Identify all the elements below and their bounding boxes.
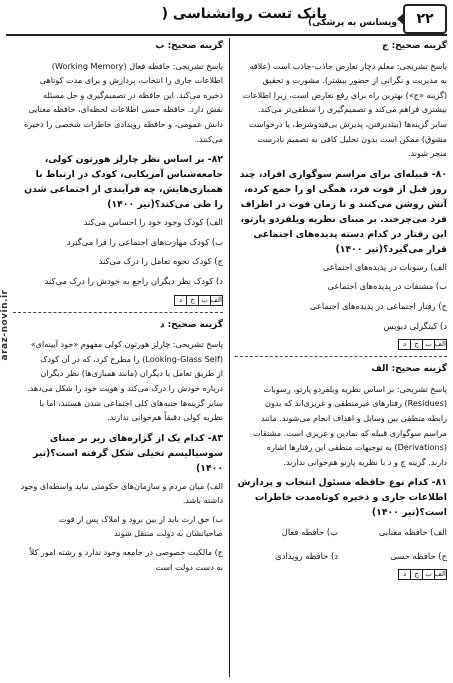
question-line: ۸۰- قبیله‌ای برای مراسم سوگواری افراد، چند [239,168,447,180]
choice-box: الف [434,340,446,349]
option-b-cont: صاحبانشان به دولت منتقل شوند [114,528,223,539]
option-d: د) حافظه رویدادی [275,550,338,561]
option-a: الف) کودک وجود خود را احساس می‌کند [83,217,223,228]
option-a: الف) حافظه معنایی [378,527,447,538]
text-line: نظریه کولی دقیقاً هم‌خوانی ندارند. [107,412,223,423]
option-c: ج) رفتار اجتماعی در پدیده‌های اجتماعی [309,300,447,311]
text-line: درباره خودش را درک می‌کند و هویت خود را شکل می‌دهد. [27,382,223,393]
option-b: ب) مشتقات در پدیده‌های اجتماعی [327,281,447,292]
answer-choice-boxes [235,339,447,350]
option-b: ب) حافظه فعال [281,527,338,538]
option-a: الف) رسوبات در پدیده‌های اجتماعی [322,261,447,272]
text-line: پاسخ تشریحی: چارلز هورتون کولی مفهوم «خود آیینه‌ای» [30,339,223,350]
choice-box: د [402,570,407,579]
text-line: (Derivations) به توجیهات منطقی این رفتارها اشاره [266,442,447,453]
question-81 [235,475,447,520]
text-line: پاسخ تشریحی: بر اساس نظریه ویلفردو پارتو، رسوبات [263,383,447,394]
text-line: (Looking-Glass Self) را مطرح کرد، که در آن کودک [40,353,223,364]
option-c: ج) کودک نحوه تعامل را درک می‌کند [98,256,223,267]
page-header [6,4,447,36]
question-line: ۱۴۰۰) [196,462,223,474]
question-line: سوسیالیسم تخیلی شکل گرفته است؟(تیر [32,447,223,459]
option-a-cont: داشته باشد. [182,495,223,506]
text-line: پاسخ تشریحی: معلم دچار تعارض جاذب-جاذب است (علاقه [249,60,447,71]
text-line: مشوق) ممکن است بدون تحلیل کافی به تصمیم نادرست [257,133,447,144]
option-d: د) کودک نظر دیگران راجع به خودش را درک می‌کند [44,275,223,286]
text-line: بیشتری فراهم می‌کند و تصمیم‌گیری را منطقی‌تر می‌کند. [257,104,447,115]
option-b: ب) کودک مهارت‌های اجتماعی را فرا می‌گیرد [66,236,223,247]
section-separator [13,312,223,313]
question-line: اطلاعات جاری و ذخیره کوتاه‌مدت خاطرات [254,492,447,504]
page-number-box [403,4,447,34]
right-column [235,38,447,677]
text-line: دانش عمومی، و حافظه رویدادی خاطرات شخصی را ذخیره [23,118,223,129]
choice-box: ب [198,296,210,305]
text-line: سایر گزینه‌ها (بیثدیرفتن، پذیرش بی‌قیدوشرط، یا درخواست [248,118,447,129]
option-d: د) کینگزلی دیویس [383,320,447,331]
question-line: ۸۲- بر اساس نظر چارلز هورتون کولی، [44,154,223,166]
answer-80: گزینه صحیح: الف [371,364,447,375]
option-c: ج) حافظه حسی [390,550,447,561]
explanation-81 [13,60,223,147]
text-line: دارند. گزینه ج و د با نظریه پارتو هم‌خوانی ندارند. [283,456,447,467]
question-line: ۸۳- کدام یک از گزاره‌های زیر بر مبنای [49,432,223,444]
choice-box: الف [434,570,446,579]
choice-box: د [402,340,407,349]
text-line: مراسم سوگواری قبیله که نمادین و غریزی است. مشتقات [252,427,447,438]
choice-box: ب [422,340,434,349]
question-line: فرد می‌چرخند. بر مبنای نظریه ویلفردو پارتو، [240,213,447,225]
explanation-80 [235,383,447,470]
question-line: را طی می‌کند؟(تیر ۱۴۰۰) [107,199,223,211]
text-line: پاسخ تشریحی: حافظه فعال (Working Memory) [51,60,223,71]
tab-arrow-icon [397,12,405,26]
question-line: جامعه‌شناس آمریکایی، کودک در ارتباط با [35,169,223,181]
choice-box: ج [410,340,422,349]
choice-box: ج [410,570,422,579]
text-line: سایر گزینه‌ها جنبه‌های کلی اجتماعی شدن هستند، اما با [39,397,223,408]
text-line: اطلاعات جاری را انتخاب، پردازش و برای مدت کوتاهی [39,75,223,86]
site-watermark: araz-novin.ir [0,289,10,361]
question-line: این رفتار در کدام دسته پدیده‌های اجتماعی [253,228,447,240]
text-line: از طریق تعامل با دیگران (مانند همبازی‌ها) نظر دیگران [40,368,223,379]
option-c: ج) مالکیت خصوصی در جامعه وجود ندارد و رشته امور کلاً [29,547,223,558]
choice-box: ج [186,296,198,305]
answer-82: گزینه صحیح: د [159,319,223,330]
text-line: منجر شوند. [407,148,447,159]
explanation-82 [13,338,223,425]
choice-box: الف [210,295,222,304]
answer-choice-boxes [235,569,447,580]
question-83 [13,431,223,476]
text-line: (Residues) رفتارهای غیرمنطقی و غریزی‌اند که بدون [265,398,447,409]
option-b: ب) حق ارث باید از بین برود و املاک پس از فوت [58,513,223,524]
text-line: نقش دارد. حافظه حسی اطلاعات لحظه‌ای، حافظه معنایی [28,104,223,115]
left-column [13,38,223,677]
choice-box: ب [422,570,434,579]
question-line: قرار می‌گیرد؟(تیر ۱۴۰۰) [335,243,447,255]
question-line: روز قبل از فوت فرد، همگی او را جمع کرده، [243,183,447,195]
answer-79: گزینه صحیح: ج [381,41,447,51]
question-line: است؟(تیر ۱۴۰۰) [371,507,447,519]
column-divider [229,38,230,677]
options-81 [235,526,447,563]
text-line: می‌کنند. [196,133,223,144]
text-line: به مدیریت و نگرانی از حضور بیشتر). مشورت و تحقیق [262,75,447,86]
explanation-79 [235,60,447,161]
text-line: (گزینه «ج») بهترین راه برای رفع تعارض است، زیرا اطلاعات [242,89,447,100]
text-line: ذخیره می‌کند. این حافظه در تصمیم‌گیری و حل مسئله [43,89,223,100]
page-number: ۲۲ [416,11,434,27]
answer-81: گزینه صحیح: ب [155,41,223,51]
book-subtitle: ویسانس به پزشکی) [308,18,397,28]
question-80 [235,167,447,257]
question-82 [13,152,223,212]
choice-box: د [178,295,183,304]
text-line: رابطه منطقی بین وسایل و اهداف انجام می‌شوند. مانند [260,412,447,423]
question-line: همبازی‌هایش، چه فرآیندی از اجتماعی شدن [24,184,223,196]
option-c-cont: به دست دولت است [155,561,223,572]
question-line: ۸۱- کدام نوع حافظه مسئول انتخاب و پردازش [237,477,447,489]
answer-choice-boxes [13,295,223,306]
option-a: الف) میان مردم و سازمان‌های حکومتی نباید واسطه‌ای وجود [20,480,223,491]
options-83 [13,480,223,575]
section-separator [235,356,447,357]
question-line: آتش روشن می‌کنند و تا زمان فوت در اطراف [240,198,447,210]
book-title: بانک تست روانشناسی ( [161,6,327,22]
